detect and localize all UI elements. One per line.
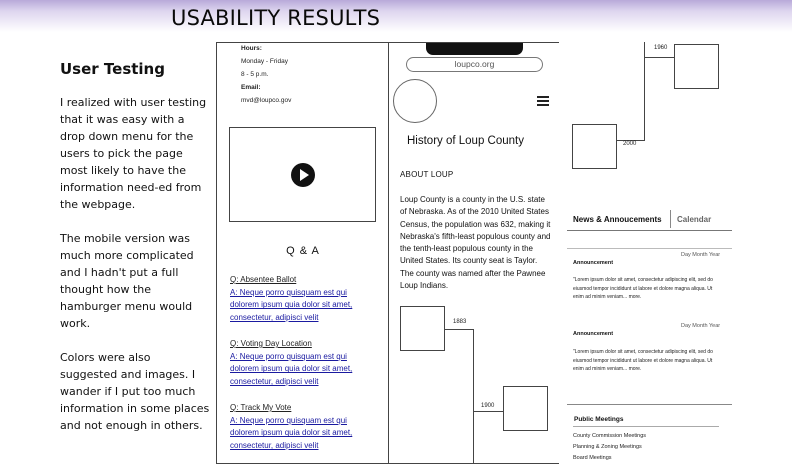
timeline-year: 1960 — [654, 45, 668, 51]
timeline-image — [400, 306, 445, 351]
tab-calendar[interactable]: Calendar — [677, 215, 712, 224]
tab-divider — [670, 210, 671, 228]
video-player[interactable] — [229, 127, 376, 222]
meeting-link[interactable]: Planning & Zoning Meetings — [573, 444, 642, 450]
meeting-link[interactable]: Board Meetings — [573, 455, 612, 461]
divider — [567, 248, 732, 249]
announcement-date: Day Month Year — [681, 252, 721, 258]
mobile-frame-contact — [216, 42, 390, 464]
announcement-body: "Lorem ipsum dolor sit amet, consectetur adipiscing elit, sed do eiusmod tempor incididunt ut labore et dolore magna aliqua. Ut enim ad minim veniam... more. — [573, 277, 713, 301]
qa-answer-line[interactable]: dolorem ipsum quia dolor sit amet, — [230, 300, 353, 310]
notes-paragraph: I realized with user testing that it was easy with a drop down menu for the users to pick the page most likely to have the information need-ed from the webpage. — [60, 96, 207, 211]
qa-answer-line[interactable]: consectetur, adipisci velit — [230, 440, 319, 450]
announcement-title[interactable]: Announcement — [573, 260, 614, 266]
mobile-frame-history — [388, 42, 561, 464]
email-link[interactable]: mvd@loupco.gov — [241, 97, 292, 104]
timeline-line — [445, 329, 473, 330]
qa-answer-line[interactable]: consectetur, adipisci velit — [230, 376, 319, 386]
notes-paragraph: Colors were also suggested and images. I wander if I put too much information in some places and not enough in others. — [60, 351, 210, 432]
qa-answer-line[interactable]: consectetur, adipisci velit — [230, 312, 319, 322]
qa-answer-line[interactable]: A: Neque porro quisquam est qui — [230, 415, 347, 425]
desktop-frame-news — [559, 42, 735, 464]
email-label: Email: — [241, 84, 261, 91]
timeline-year: 1883 — [453, 319, 467, 325]
announcement-date: Day Month Year — [681, 323, 721, 329]
url-bar[interactable]: loupco.org — [406, 57, 543, 72]
timeline-image — [572, 124, 617, 169]
play-icon[interactable] — [291, 163, 315, 187]
qa-answer-line[interactable]: dolorem ipsum quia dolor sit amet, — [230, 428, 353, 438]
qa-question[interactable]: Q: Voting Day Location — [230, 339, 312, 348]
qa-item — [230, 338, 380, 388]
tab-news[interactable]: News & Annoucements — [573, 215, 662, 224]
divider — [567, 404, 732, 405]
qa-item — [230, 402, 380, 452]
announcement-body: "Lorem ipsum dolor sit amet, consectetur adipiscing elit, sed do eiusmod tempor incididunt ut labore et dolore magna aliqua. Ut enim ad minim veniam... more. — [573, 349, 713, 373]
qa-item — [230, 274, 380, 324]
tabs-underline — [567, 230, 732, 231]
qa-answer-line[interactable]: dolorem ipsum quia dolor sit amet, — [230, 364, 353, 374]
notes-panel — [60, 60, 210, 451]
hamburger-icon[interactable] — [537, 96, 549, 108]
timeline-year: 1900 — [481, 403, 495, 409]
about-heading: ABOUT LOUP — [400, 170, 454, 179]
timeline-image — [503, 386, 548, 431]
notes-paragraph: The mobile version was much more complicated and I hadn't put a full thought how the hamburger menu would work. — [60, 232, 194, 330]
county-description: Loup County is a county in the U.S. state of Nebraska. As of the 2010 United States Census, the population was 632, making it Nebraska's fifth-least populous county and the tenth-least populous county in the United States. Its county seat is Taylor. The county was named after the Pawnee Loup Indians. — [400, 195, 551, 291]
hours-label: Hours: — [241, 45, 262, 52]
meeting-link[interactable]: County Commission Meetings — [573, 433, 647, 439]
public-meetings-heading: Public Meetings — [574, 416, 624, 423]
history-heading: History of Loup County — [407, 135, 524, 147]
page-title: USABILITY RESULTS — [171, 6, 381, 30]
qa-question[interactable]: Q: Absentee Ballot — [230, 275, 297, 284]
divider — [573, 426, 719, 427]
phone-notch — [426, 42, 523, 55]
qa-question[interactable]: Q: Track My Vote — [230, 403, 292, 412]
announcement-title[interactable]: Announcement — [573, 331, 614, 337]
qa-answer-line[interactable]: A: Neque porro quisquam est qui — [230, 351, 347, 361]
timeline-line — [473, 329, 474, 464]
timeline-line — [644, 57, 674, 58]
logo-placeholder[interactable] — [393, 79, 437, 123]
notes-heading: User Testing — [60, 60, 165, 78]
hours-days: Monday - Friday — [241, 58, 288, 65]
timeline-line — [473, 411, 503, 412]
qa-heading: Q & A — [286, 245, 320, 257]
qa-answer-line[interactable]: A: Neque porro quisquam est qui — [230, 287, 347, 297]
hours-time: 8 - 5 p.m. — [241, 71, 269, 78]
timeline-image — [674, 44, 719, 89]
header-band — [0, 0, 792, 32]
timeline-year: 2000 — [623, 141, 637, 147]
